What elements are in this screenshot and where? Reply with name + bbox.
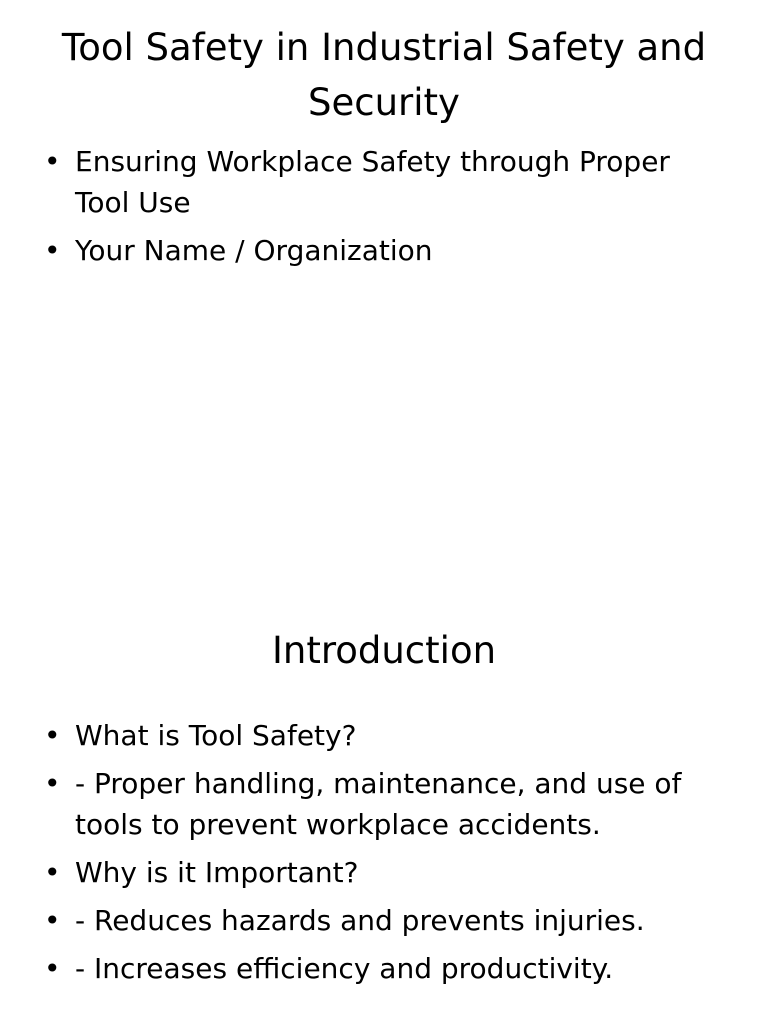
bullet-dot-icon: • [44,952,61,985]
bullet-dot-icon: • [44,904,61,937]
bullet-text: Your Name / Organization [75,234,433,267]
bullet-dot-icon: • [44,767,61,800]
bullet-text: - Proper handling, maintenance, and use of tools to prevent workplace accidents. [75,767,682,841]
bullet-text: What is Tool Safety? [75,719,357,752]
bullet-item [40,715,708,756]
slide-introduction [0,512,768,1024]
bullet-list [40,141,708,278]
bullet-text: Why is it Important? [75,856,359,889]
bullet-item [40,852,708,893]
bullet-dot-icon: • [44,234,61,267]
bullet-text: - Increases efficiency and productivity. [75,952,614,985]
bullet-dot-icon: • [44,719,61,752]
bullet-item [40,948,708,989]
bullet-text: Ensuring Workplace Safety through Proper Tool Use [75,145,670,219]
bullet-dot-icon: • [44,145,61,178]
slide-title: Introduction [271,629,497,672]
bullet-text: - Reduces hazards and prevents injuries. [75,904,645,937]
bullet-item [40,230,708,271]
bullet-item [40,763,708,845]
bullet-dot-icon: • [44,856,61,889]
bullet-item [40,900,708,941]
bullet-item [40,141,708,223]
slide-title: Tool Safety in Industrial Safety and Security [61,26,707,124]
bullet-list [40,715,708,996]
